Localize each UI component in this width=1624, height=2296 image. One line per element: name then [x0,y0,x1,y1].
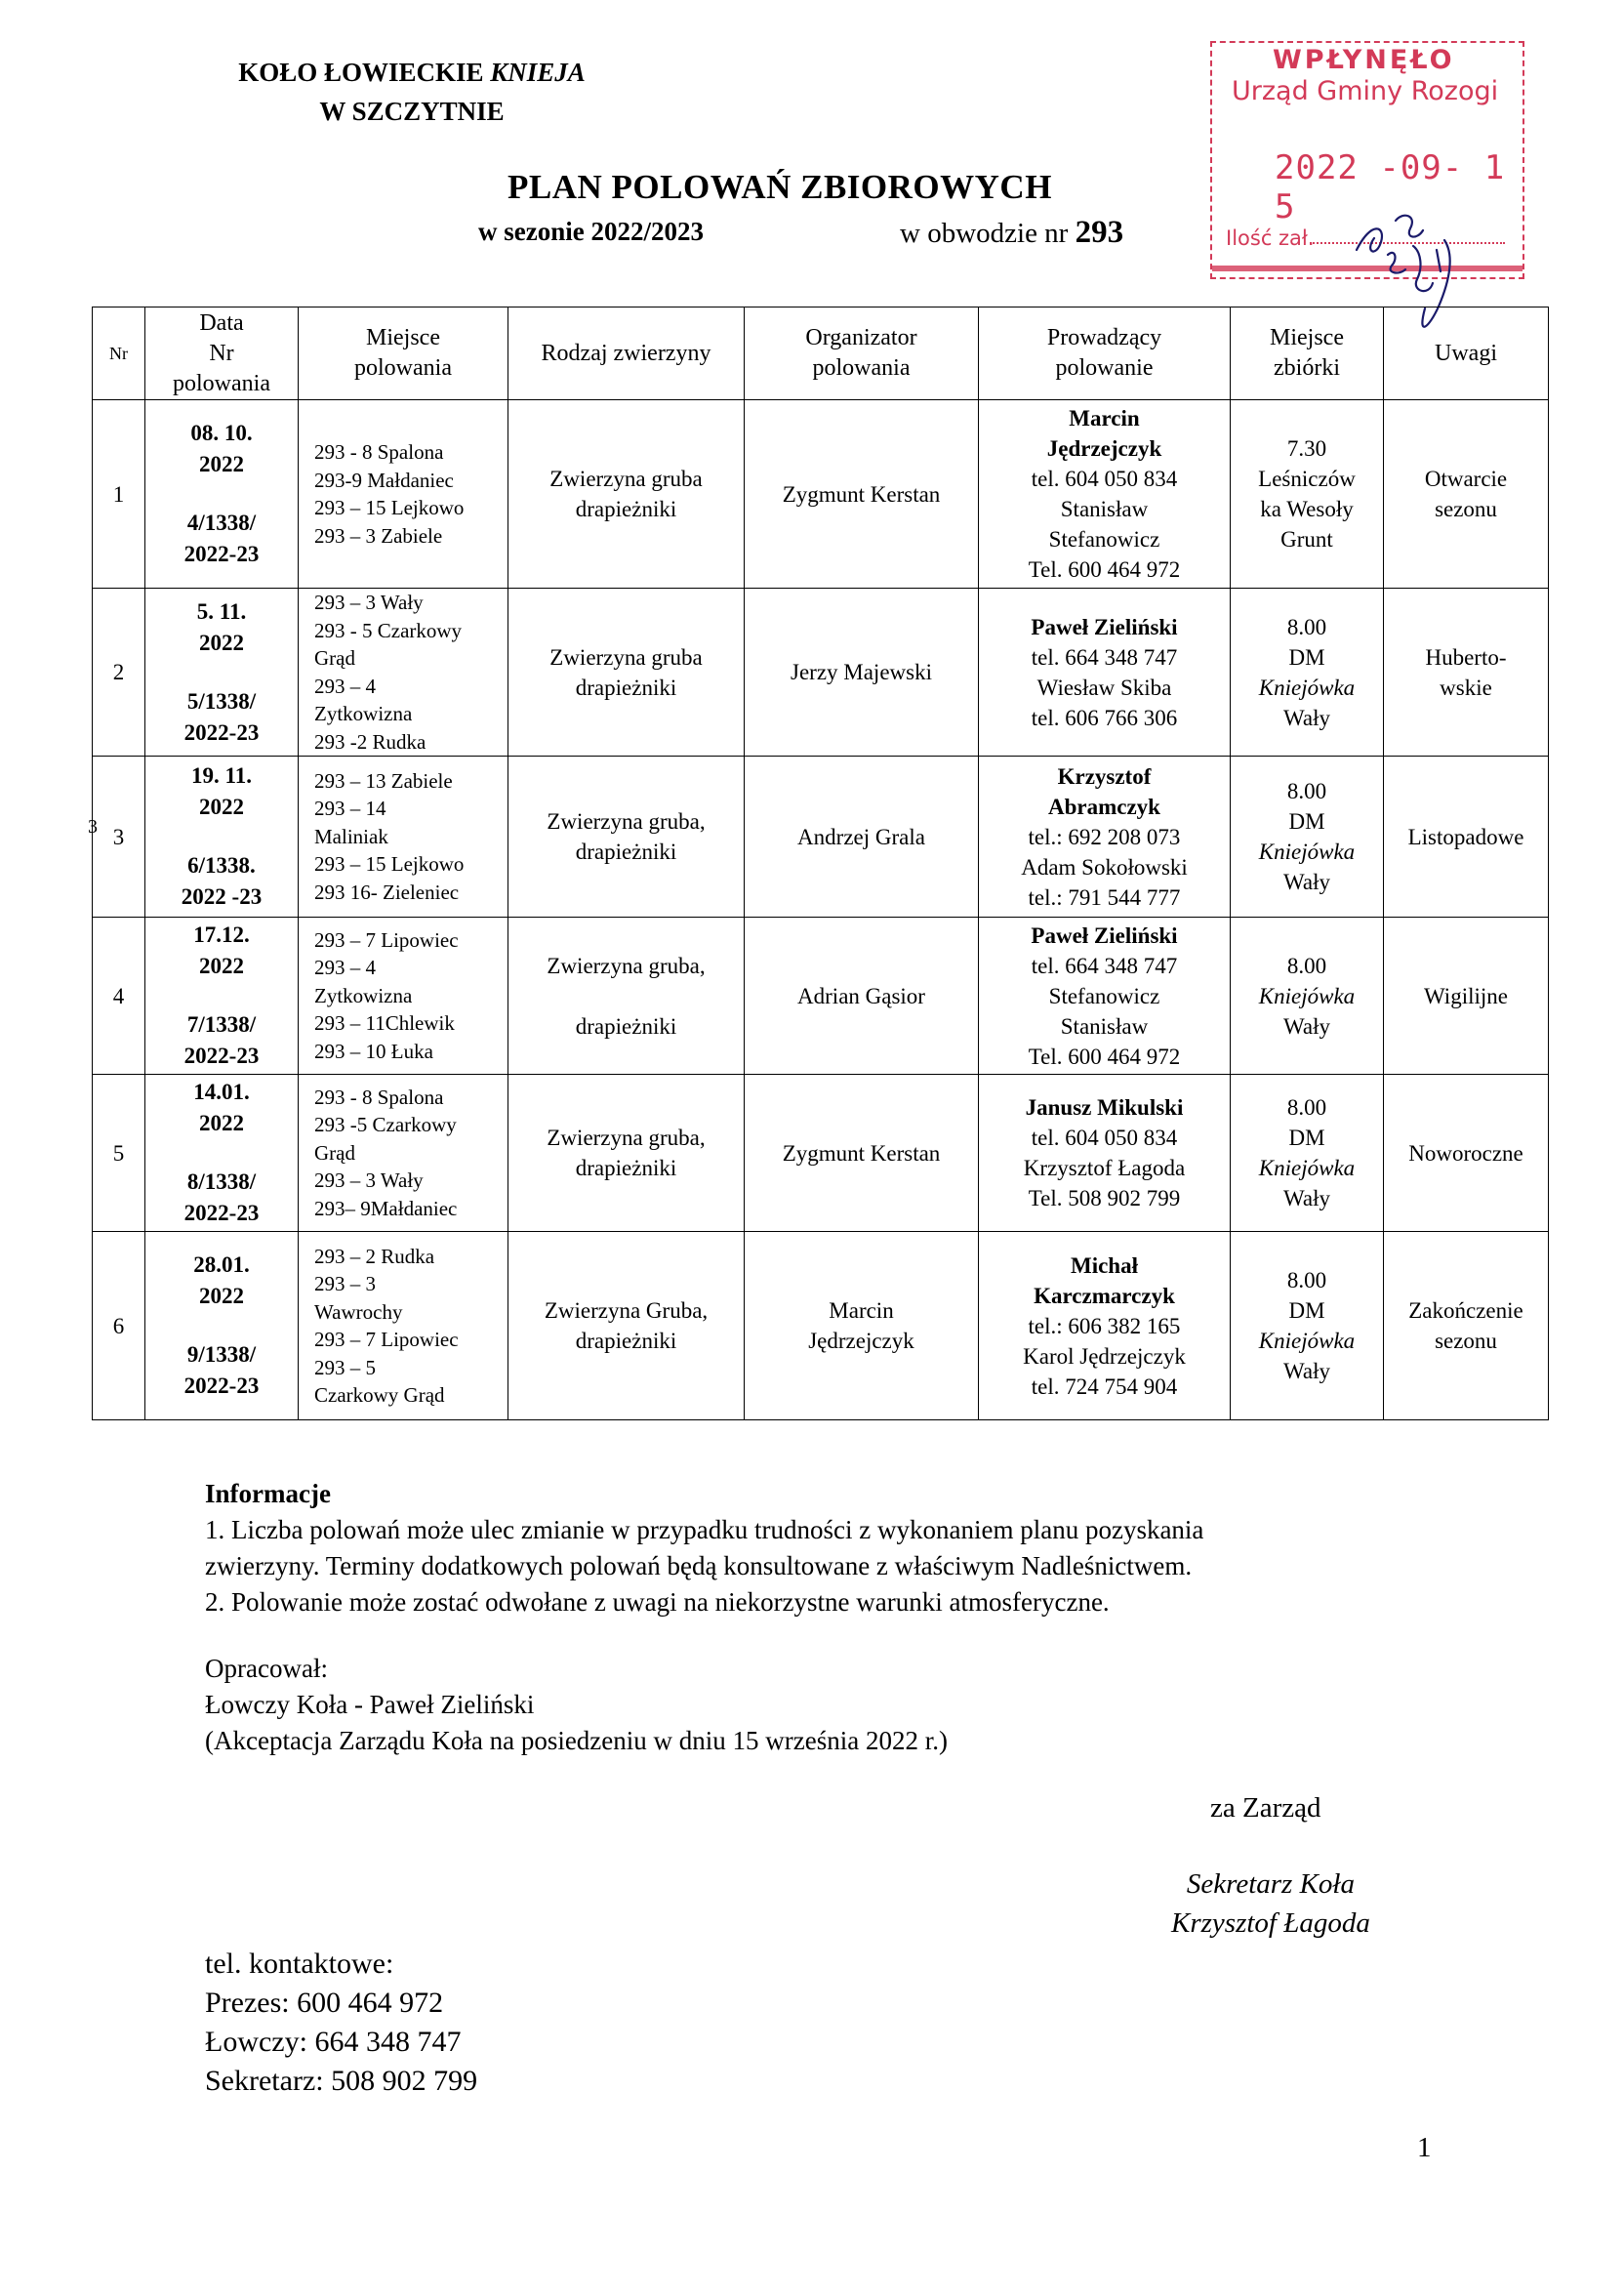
season-label: w sezonie 2022/2023 [478,217,704,246]
notes-cell: Wigilijne [1384,918,1549,1075]
district-label [900,215,1123,251]
info-heading: Informacje [205,1479,331,1508]
secretary-role: Sekretarz Koła [1186,1868,1355,1900]
district-number: 293 [1075,215,1124,250]
hunt-plan-table [92,307,1549,1420]
club-name [207,53,617,131]
meeting-place-cell: 8.00 DM Kniejówka Wały [1231,589,1384,757]
leader-cell: Paweł Zieliński tel. 664 348 747 Wiesław Skiba tel. 606 766 306 [979,589,1231,757]
header-place: Miejsce polowania [299,308,508,400]
table-row [93,400,1549,589]
hunt-place-cell: 293 – 3 Wały 293 - 5 Czarkowy Grąd 293 – 4 Zytkowizna 293 -2 Rudka [299,589,508,757]
acceptance-note: (Akceptacja Zarządu Koła na posiedzeniu w dniu 15 września 2022 r.) [205,1726,948,1755]
organizer-cell: Andrzej Grala [745,757,979,918]
game-type-cell: Zwierzyna Gruba, drapieżniki [508,1232,745,1420]
notes-cell: Zakończenie sezonu [1384,1232,1549,1420]
game-type-cell: Zwierzyna gruba, drapieżniki [508,757,745,918]
hunt-date-cell: 17.12. 2022 7/1338/ 2022-23 [145,918,299,1075]
table-header-row [93,308,1549,400]
notes-cell: Otwarcie sezonu [1384,400,1549,589]
meeting-place-cell: 8.00 DM Kniejówka Wały [1231,1232,1384,1420]
row-number: 3 [93,757,145,918]
organizer-cell: Jerzy Majewski [745,589,979,757]
game-type-cell: Zwierzyna gruba drapieżniki [508,400,745,589]
header-date: Data Nr polowania [145,308,299,400]
contact-phones [205,1945,477,2101]
table-row [93,1075,1549,1232]
table-row [93,589,1549,757]
leader-cell: Janusz Mikulski tel. 604 050 834 Krzysztof Łagoda Tel. 508 902 799 [979,1075,1231,1232]
header-organizer: Organizator polowania [745,308,979,400]
info-line-2: zwierzyny. Terminy dodatkowych polowań będą konsultowane z właściwym Nadleśnictwem. [205,1551,1193,1580]
secretary-name: Krzysztof Łagoda [1171,1907,1370,1939]
header-leader: Prowadzący polowanie [979,308,1231,400]
district-prefix: w obwodzie nr [900,218,1069,249]
notes-cell: Listopadowe [1384,757,1549,918]
row-number: 1 [93,400,145,589]
organizer-cell: Zygmunt Kerstan [745,400,979,589]
info-line-3: 2. Polowanie może zostać odwołane z uwagi na niekorzystne warunki atmosferyczne. [205,1587,1110,1617]
organizer-cell: Marcin Jędrzejczyk [745,1232,979,1420]
leader-cell: Michał Karczmarczyk tel.: 606 382 165 Karol Jędrzejczyk tel. 724 754 904 [979,1232,1231,1420]
prepared-label: Opracował: [205,1654,328,1683]
meeting-place-cell: 8.00 DM Kniejówka Wały [1231,1075,1384,1232]
contact-president: Prezes: 600 464 972 [205,1987,444,2019]
prepared-author: Łowczy Koła - Paweł Zieliński [205,1690,535,1719]
header-notes: Uwagi [1384,308,1549,400]
info-line-1: 1. Liczba polowań może ulec zmianie w przypadku trudności z wykonaniem planu pozyskania [205,1515,1204,1544]
hunt-place-cell: 293 – 2 Rudka 293 – 3 Wawrochy 293 – 7 Lipowiec 293 – 5 Czarkowy Grąd [299,1232,508,1420]
row-number: 2 [93,589,145,757]
club-city: W SZCZYTNIE [319,97,505,126]
organizer-cell: Zygmunt Kerstan [745,1075,979,1232]
row-number: 4 [93,918,145,1075]
margin-mark: 3 [88,816,98,838]
row-number: 6 [93,1232,145,1420]
page-number: 1 [1417,2132,1432,2163]
leader-cell: Marcin Jędrzejczyk tel. 604 050 834 Stanisław Stefanowicz Tel. 600 464 972 [979,400,1231,589]
hunt-place-cell: 293 - 8 Spalona 293 -5 Czarkowy Grąd 293 – 3 Wały 293– 9Małdaniec [299,1075,508,1232]
notes-cell: Huberto- wskie [1384,589,1549,757]
page-title: PLAN POLOWAŃ ZBIOROWYCH [508,168,1052,206]
header-meeting: Miejsce zbiórki [1231,308,1384,400]
stamp-received-text: WPŁYNĘŁO [1273,45,1455,75]
hunt-place-cell: 293 – 7 Lipowiec 293 – 4 Zytkowizna 293 – 11Chlewik 293 – 10 Łuka [299,918,508,1075]
info-section [205,1476,1474,1620]
game-type-cell: Zwierzyna gruba, drapieżniki [508,1075,745,1232]
meeting-place-cell: 8.00 DM Kniejówka Wały [1231,757,1384,918]
game-type-cell: Zwierzyna gruba, drapieżniki [508,918,745,1075]
organizer-cell: Adrian Gąsior [745,918,979,1075]
leader-cell: Krzysztof Abramczyk tel.: 692 208 073 Adam Sokołowski tel.: 791 544 777 [979,757,1231,918]
table-row [93,918,1549,1075]
header-nr: Nr [93,308,145,400]
contact-secretary: Sekretarz: 508 902 799 [205,2065,478,2097]
hunt-date-cell: 5. 11. 2022 5/1338/ 2022-23 [145,589,299,757]
for-board-label: za Zarząd [1210,1792,1321,1824]
hunt-date-cell: 28.01. 2022 9/1338/ 2022-23 [145,1232,299,1420]
table-row [93,757,1549,918]
meeting-place-cell: 8.00 Kniejówka Wały [1231,918,1384,1075]
table-row [93,1232,1549,1420]
secretary-signature [1171,1865,1370,1943]
leader-cell: Paweł Zieliński tel. 664 348 747 Stefanowicz Stanisław Tel. 600 464 972 [979,918,1231,1075]
contacts-label: tel. kontaktowe: [205,1948,394,1980]
hunt-date-cell: 08. 10. 2022 4/1338/ 2022-23 [145,400,299,589]
hunt-date-cell: 14.01. 2022 8/1338/ 2022-23 [145,1075,299,1232]
prepared-by [205,1651,948,1759]
hunt-date-cell: 19. 11. 2022 6/1338. 2022 -23 [145,757,299,918]
club-short-name: KNIEJA [490,58,586,87]
stamp-date: 2022 -09- 1 5 [1275,148,1506,226]
stamp-attachments-label: Ilość zał. [1226,226,1315,250]
hunt-place-cell: 293 - 8 Spalona 293-9 Małdaniec 293 – 15 Lejkowo 293 – 3 Zabiele [299,400,508,589]
row-number: 5 [93,1075,145,1232]
meeting-place-cell: 7.30 Leśniczów ka Wesoły Grunt [1231,400,1384,589]
notes-cell: Noworoczne [1384,1075,1549,1232]
header-game: Rodzaj zwierzyny [508,308,745,400]
hunt-place-cell: 293 – 13 Zabiele 293 – 14 Maliniak 293 – 15 Lejkowo 293 16- Zieleniec [299,757,508,918]
stamp-office-text: Urząd Gminy Rozogi [1232,76,1499,106]
contact-hunter: Łowczy: 664 348 747 [205,2026,462,2058]
game-type-cell: Zwierzyna gruba drapieżniki [508,589,745,757]
club-prefix: KOŁO ŁOWIECKIE [238,58,484,87]
